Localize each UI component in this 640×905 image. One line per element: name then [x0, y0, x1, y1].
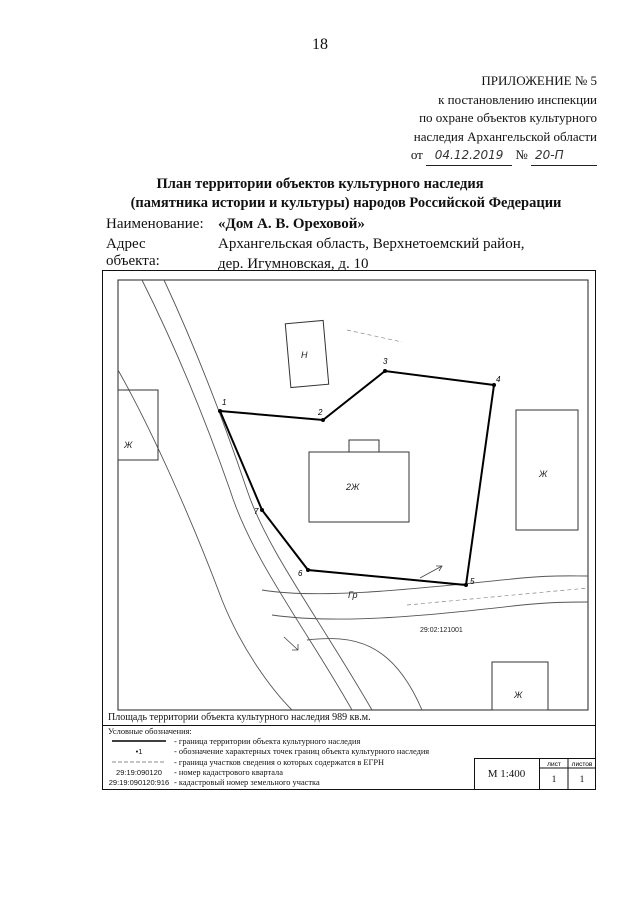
point-label-6: 6 [298, 569, 303, 578]
arrow-icon-2 [284, 637, 298, 650]
road-west-edge-outer [142, 280, 352, 710]
plan-title-line-2: (памятника истории и культуры) народов Российской Федерации [130, 195, 562, 211]
building-label-2zh: 2Ж [346, 482, 360, 492]
scale-cell: М 1:400 [474, 758, 540, 790]
building-label-zh-east: Ж [539, 469, 548, 479]
legend-text: - номер кадастрового квартала [174, 767, 283, 777]
annex-header [411, 72, 597, 166]
point-label-4: 4 [496, 375, 501, 384]
sheets-label: листов [571, 761, 593, 768]
name-value: «Дом А. В. Ореховой» [218, 216, 365, 232]
name-label: Наименование: [106, 216, 204, 232]
site-plan-map [102, 270, 596, 715]
sheet-value: 1 [551, 774, 557, 784]
sheets-value: 1 [579, 774, 585, 784]
road-south-edge-2 [272, 602, 588, 619]
building-label-n: Н [301, 350, 308, 360]
point-6 [306, 568, 310, 572]
point-5 [464, 583, 468, 587]
date-prefix: от [410, 147, 423, 162]
building-zh-south [492, 662, 548, 710]
legend-symbol-parcel: 29:19:090120:916 [108, 777, 170, 787]
road-label: Гр [348, 590, 358, 600]
annex-line-4: наследия Архангельской области [413, 128, 597, 144]
legend-symbol-point: •1 [135, 747, 143, 757]
map-inner-border [118, 280, 588, 710]
legend-row [108, 777, 320, 788]
road-branch [307, 639, 422, 710]
annex-line-2: к постановлению инспекции [438, 91, 597, 107]
legend-text: - обозначение характерных точек границ объекта культурного наследия [174, 747, 430, 757]
number-prefix: № [515, 147, 528, 162]
point-label-2: 2 [318, 408, 323, 417]
address-label: Адрес объекта: [106, 236, 160, 269]
point-7 [260, 508, 264, 512]
dashed-line-1 [347, 330, 402, 342]
roads [118, 280, 588, 710]
handwritten-number: 20-П [531, 146, 597, 166]
legend-row [108, 747, 430, 757]
cadastral-quarter-label: 29:02:121001 [420, 627, 463, 634]
legend-text: - граница участков сведения о которых содержатся в ЕГРН [174, 757, 385, 767]
annex-date-row [411, 146, 597, 166]
point-label-3: 3 [383, 357, 388, 366]
legend-text: - граница территории объекта культурного наследия [174, 737, 361, 747]
road-west-edge-inner [164, 280, 372, 710]
address-line-2: дер. Игумновская, д. 10 [218, 256, 369, 272]
road-far-west [118, 370, 292, 710]
legend-symbol-quarter: 29:19:090120 [116, 767, 162, 777]
point-label-1: 1 [222, 398, 227, 407]
sheet-table [540, 758, 596, 790]
legend-row [108, 757, 385, 768]
area-statement: Площадь территории объекта культурного наследия 989 кв.м. [108, 712, 371, 723]
building-2zh-annex [349, 440, 379, 452]
road-south-edge-1 [262, 576, 588, 594]
handwritten-date: 04.12.2019 [426, 146, 512, 166]
heritage-boundary [220, 371, 494, 585]
point-1 [218, 409, 222, 413]
legend-row [108, 767, 283, 778]
divider [102, 725, 596, 726]
address-line-1: Архангельская область, Верхнетоемский район, [218, 236, 525, 252]
annex-line-3: по охране объектов культурного [419, 110, 597, 125]
building-label-zh-south: Ж [514, 690, 523, 700]
building-label-zh-west: Ж [124, 440, 133, 450]
point-label-5: 5 [470, 577, 475, 586]
point-3 [383, 369, 387, 373]
boundary-points [218, 369, 496, 587]
legend [108, 727, 430, 788]
page-number: 18 [312, 36, 328, 53]
point-2 [321, 418, 325, 422]
legend-text: - кадастровый номер земельного участка [174, 777, 320, 787]
arrow-icon [420, 566, 442, 578]
legend-row [108, 737, 361, 747]
annex-title: ПРИЛОЖЕНИЕ № 5 [481, 73, 597, 88]
plan-title-line-1: План территории объектов культурного наследия [156, 176, 484, 192]
legend-title: Условные обозначения: [108, 727, 192, 736]
point-label-7: 7 [254, 507, 259, 516]
sheet-label: лист [547, 761, 561, 768]
